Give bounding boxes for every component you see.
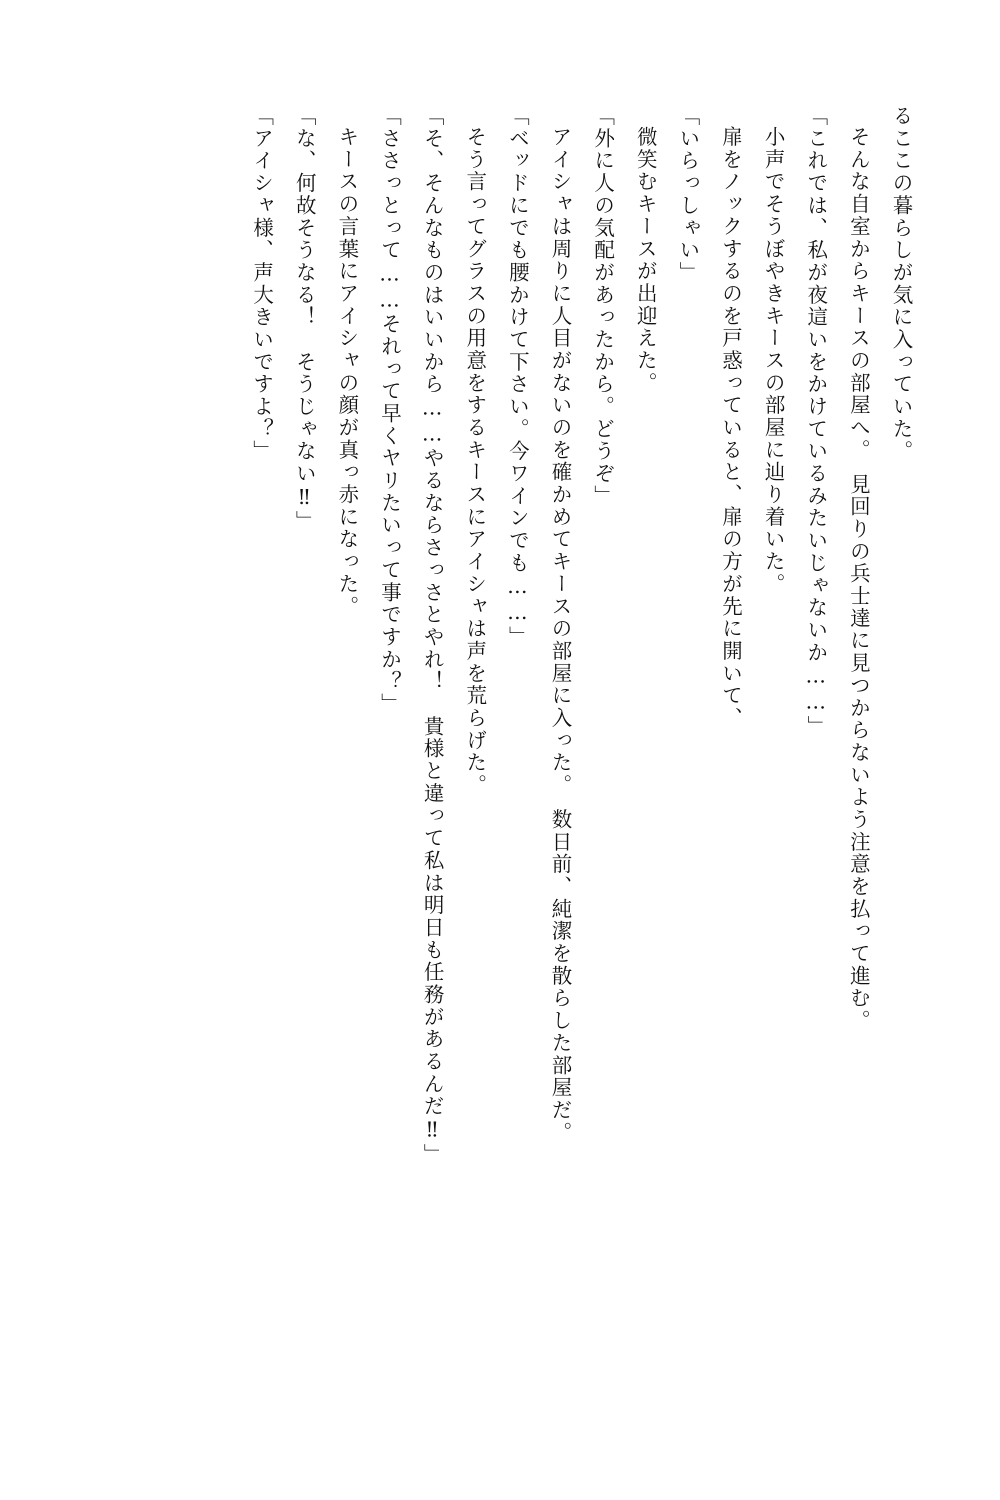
- vertical-text-body: [62, 105, 922, 1415]
- paragraph: 「そ、そんなものはいいから……やるならさっさとやれ！ 貴様と違って私は明日も任務があるんだ‼」: [420, 105, 445, 1166]
- paragraph: 「ベッドにでも腰かけて下さい。今ワインでも……」: [505, 105, 530, 649]
- paragraph: そんな自室からキースの部屋へ。 見回りの兵士達に見つからないよう注意を払って進む。: [846, 125, 871, 1032]
- paragraph: るここの暮らしが気に入っていた。: [889, 105, 913, 463]
- paragraph: そう言ってグラスの用意をするキースにアイシャは声を荒らげた。: [462, 125, 487, 796]
- paragraph: アイシャは周りに人目がないのを確かめてキースの部屋に入った。 数日前、純潔を散らした部屋だ。: [548, 125, 572, 1144]
- paragraph: 「ささっとって……それって早くヤリたいって事ですか？」: [377, 105, 402, 716]
- paragraph: 「いらっしゃい」: [675, 105, 700, 284]
- paragraph: 「アイシャ様、声大きいですよ？」: [249, 105, 274, 463]
- paragraph: 扉をノックするのを戸惑っていると、扉の方が先に開いて、: [718, 125, 743, 729]
- paragraph: 微笑むキースが出迎えた。: [633, 125, 658, 394]
- paragraph: 「外に人の気配があったから。どうぞ」: [590, 105, 615, 508]
- paragraph: 「これでは、私が夜這いをかけているみたいじゃないか……」: [803, 105, 828, 738]
- paragraph: キースの言葉にアイシャの顔が真っ赤になった。: [334, 125, 359, 618]
- paragraph: 小声でそうぼやきキースの部屋に辿り着いた。: [761, 125, 786, 595]
- paragraph: 「な、何故そうなる！ そうじゃない‼」: [292, 105, 317, 534]
